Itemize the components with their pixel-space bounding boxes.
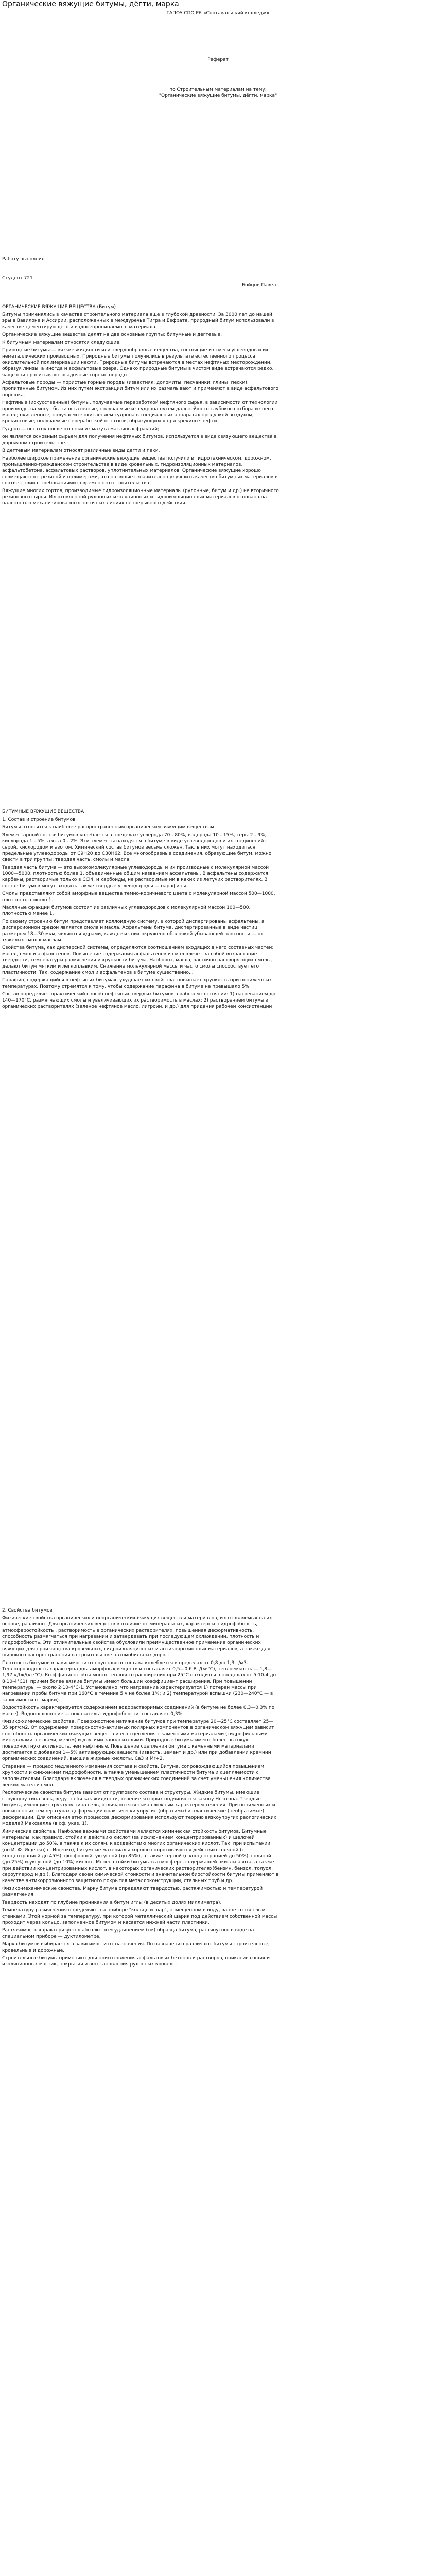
section2-paragraph: Водостойкость характеризуется содержанием водорастворимых соединений (в битуме не более 0,3—0,3% по массе). Водопоглощение — показатель гидрофобности, составляет 0,3%. <box>2 1705 275 1717</box>
section2-paragraph: Физико-химические свойства. Поверхностное натяжение битумов при температуре 20—25°С составляет 25—35 эрг/см2. От содержания поверхностно-активных полярных компонентов в органическом вяжущем зависит способность органических вяжущих веществ и его сцепления с каменными материалами (гидрофильными минералами, песками, мелом) и другими заполнителями. Природные битумы имеют более высокую поверхностную активность, чем нефтяные. Повышение сцепления битума с каменными материалами достигается с добавкой 1—5% активирующих веществ (известь, цемент и др.) или при добавлении кремний органических соединений, высшие жирные кислоты, Ca3 и Mr+2. <box>2 1719 274 1761</box>
section2-paragraph: Физико-механические свойства. Марку битума определяют твердостью, растяжимостью и температурой размягчения. <box>2 1886 263 1897</box>
section2-paragraph: Старение — процесс медленного изменения состава и свойств. Битума, сопровождающийся повышением хрупкости и снижением гидрофобности, а также уменьшением пластичности битума и сцепляемости с заполнителями. Благодаря включения в твердых органических соединений за счет уменьшения количества легких масел и смол. <box>2 1764 271 1788</box>
section2-paragraph: Марка битумов выбирается в зависимости от назначения. По назначению различают битумы строительные, кровельные и дорожные. <box>2 1942 270 1953</box>
section1-subheading: 1. Состав и строение битумов <box>2 817 76 822</box>
section1-paragraph: Смолы представляют собой аморфные вещества темно-коричневого цвета с молекулярной массой 500—1000, плотностью около 1. <box>2 891 275 903</box>
section1-paragraph: Твердая часть битума — это высокомолекулярные углеводороды и их производные с молекулярной массой 1000—5000, плотностью более 1, объединенные общим названием асфальтены. В асфальтены содержатся карбены, растворимые только в CCl4, и карбоиды, не растворимые ни в каких из летучих растворителях. В состав битумов могут входить также твердые углеводороды — парафины. <box>2 865 269 889</box>
referat-label: Реферат <box>207 57 229 62</box>
section2-paragraph: Плотность битумов в зависимости от группового состава колеблется в пределах от 0,8 до 1,3 т/м3. Теплопроводность характерна для аморфных веществ и составляет 0,5—0,6 Вт/(м·°С), теплоемкость — 1,8—1,97 кДж/(кг·°С). Коэффициент объемного теплового расширения при 25°С находится в пределах от 5·10-4 до 8·10-4°С1), причем более вязкие битумы имеют больший коэффициент расширения. При повышении температуры — около 2·10-4°С-1. Установлено, что нагревание характеризуется 1) потерей массы при нагревании пробы битума при 160°С в течение 5 ч не более 1%; и 2) температурой вспышки (230—240°С — в зависимости от марки). <box>2 1660 276 1703</box>
section1 <box>2 809 279 1011</box>
section2-paragraph: Реологические свойства битума зависят от группового состава и структуры. Жидкие битумы, имеющие структуру типа золь, ведут себя как жидкости, течение которых подчиняется закону Ньютона. Твердые битумы, имеющие структуру типа гель, отличаются весьма сложным характером течения. При пониженных и повышенных температурах деформации практически упругие (обратимы) и пластические (необратимые) деформации. Для описания этих процессов деформирования используют теорию вязкоупругих реологических моделей Максвелла (в сф. указ. 1). <box>2 1790 276 1826</box>
intro-paragraph: Вяжущие многих сортов, производимые гидроизоляционные материалы (рулонные, битум и др.) не вторичного резинового сырья. Изготовленной рулонных изоляционных и гидроизоляционных материалов основана на пальностью механизированных поточных линиях непрерывного действия. <box>2 488 279 506</box>
topic-line: "Органические вяжущие битумы, дёгти, марка" <box>159 93 277 98</box>
section2-paragraph: Физические свойства органических и неорганических вяжущих веществ и материалов, изготовляемых на их основе, различны. Для органических веществ в отличие от минеральных, характерны: гидрофобность, атмосферостойкость , растворимость в органических растворителях, повышенная деформативность, способность размягчаться при нагревании и затвердевать при последующем охлаждении, плотность и гидрофобность. Эти отличительные свойства обусловили преимущественное применение органических вяжущих для производства кровельных, гидроизоляционных и антикоррозионных материалов, а также для широкого распространения в строительстве автомобильных дорог. <box>2 1616 272 1658</box>
intro-paragraph: В дегтевым материалам относят различные виды дегти и пеки. <box>2 448 160 453</box>
subject-line: по Строительным материалам на тему: <box>169 87 267 92</box>
student-label: Студент 721 <box>2 276 33 281</box>
section1-paragraph: Состав определяет практический способ нефтяных твердых битумов в рабочем состоянии: 1) нагреванием до 140—170°С, размягчающих смолы и увеличивающих их растворимость в маслах; 2) растворением битума в органических растворителях (зеленое нефтяное масло, лигроин, и др.) для придания рабочей консистенции <box>2 992 276 1009</box>
intro-paragraph: Нефтяные (искусственные) битумы, получаемые переработкой нефтяного сырья, в зависимости от технологии производства могут быть: остаточные, получаемые из гудрона путем дальнейшего глубокого отбора из него масел; окисленные, получаемые окислением гудрона в специальных аппаратах продувкой воздухом; крекинговые, получаемые переработкой остатков, образующихся при крекинге нефти. <box>2 400 278 424</box>
author-name: Бойцов Павел <box>242 283 276 288</box>
section1-heading: БИТУМНЫЕ ВЯЖУЩИЕ ВЕЩЕСТВА <box>2 809 84 815</box>
section2-paragraph: Растяжимость характеризуется абсолютным удлинением (см) образца битума, растянутого в воде на специальном приборе — дуктилометре. <box>2 1928 254 1939</box>
intro-paragraph: К битумным материалам относятся следующие: <box>2 340 121 345</box>
intro-section <box>2 304 279 508</box>
intro-paragraph: Гудрон — остаток после отгонки из мазута масляных фракций; <box>2 427 159 432</box>
section2-paragraph: Температуру размягчения определяют на приборе "кольцо и шар", помещенном в воду, ванне со светлым стенками. Этой нормой за температуру, при которой металлический шарик под действием собственной массы проходит через кольцо, заполненное битумом и касается нижней части пластинки. <box>2 1908 277 1925</box>
section1-paragraph: По своему строению битум представляет коллоидную систему, в которой диспергированы асфальтены, а дисперсионной средой является смола и масла. Асфальтены битума, диспергированные в виде частиц размером 18—30 мкм, являются ядрами, каждое из них окружено оболочкой убывающей плотности — от тяжелых смол к маслам. <box>2 919 265 943</box>
intro-paragraph: Наиболее широкое применение органические вяжущие вещества получили в гидротехническом, дорожном, промышленно-гражданском строительстве в виде кровельных, гидроизоляционных материалов, асфальтобетона, асфальтовых растворов, уплотнительных материалов. Органические вяжущие хорошо совмещаются с резиной и полимерами, что позволяет значительно улучшить качество битумных материалов в соответствии с требованиями современного строительства. <box>2 456 278 486</box>
section2-paragraph: Химические свойства. Наиболее важными свойствами являются химическая стойкость битумов. Битумные материалы, как правило, стойки к действию кислот (за исключением концентрированных) и щелочей концентрации до 50%, а также к их солям, к воздействию многих органических кислот. Так, при испытании (по И. Ф. Ищенко) с. Ищенко), битумные материалы хорошо сопротивляются действию соляной (с концентрацией до 45%), фосфорной, уксусной (до 85%), а также серной (с концентрацией до 50%), соляной (до 25%) и уксусной (до 10%) кислот. Менее стойки битумы в атмосфере, содержащей окислы азота, а также при действии концентрированных кислот, в некоторых органических растворителях(бензин, бензол, толуол, сероуглерод и др.). Благодаря своей химической стойкости и значительной биостойкости битумы применяют в качестве антикоррозионного защитного покрытия металлоконструкций, стальных труб и др. <box>2 1829 279 1884</box>
section2-paragraph: Строительные битумы применяют для приготовления асфальтовых бетонов и растворов, приклеивающих и изоляционных мастик, покрытия и восстановления рулонных кровель. <box>2 1956 270 1967</box>
section2 <box>2 1607 279 1969</box>
section2-paragraph: Твердость находят по глубине проникания в битум иглы (в десятых долях миллиметра). <box>2 1900 222 1905</box>
intro-paragraph: Асфальтовые породы — пористые горные породы (известняк, доломиты, песчаники, глины, пески), пропитанные битумом. Из них путем экстракции битум или их размалывают и применяют в виде асфальтового порошка. <box>2 380 279 398</box>
institution-line: ГАПОУ СПО РК «Сортавальский колледж» <box>166 11 270 16</box>
intro-paragraph: Битумы применялись в качестве строительного материала еще в глубокой древности. За 3000 лет до нашей эры в Вавилоне и Ассирии, расположенных в междуречье Тигра и Евфрата, природный битум использовали в качестве цементирующего и водонепроницаемого материала. <box>2 312 274 330</box>
intro-heading: ОРГАНИЧЕСКИЕ ВЯЖУЩИЕ ВЕЩЕСТВА (Битум) <box>2 304 116 310</box>
author-label: Работу выполнил <box>2 257 45 262</box>
section1-paragraph: Битумы относятся к наиболее распространенным органическим вяжущим веществам. <box>2 825 216 830</box>
section2-heading: 2. Свойства битумов <box>2 1608 53 1613</box>
section1-paragraph: Элементарный состав битумов колеблется в пределах: углерода 70 - 80%, водорода 10 - 15%, серы 2 - 9%, кислорода 1 - 5%, азота 0 - 2%. Эти элементы находятся в битуме в виде углеводородов и их соединений с серой, кислородом и азотом. Химический состав битумов весьма сложен. Так, в них могут находиться предельные углеводороды от C9H20 до C30H62. Все многообразные соединения, образующие битум, можно свести в три группы: твердая часть, смолы и масла. <box>2 833 272 862</box>
intro-paragraph: он является основным сырьем для получения нефтяных битумов, используется в виде связующего вещества в дорожном строительстве. <box>2 434 277 446</box>
section1-paragraph: Масляные фракции битумов состоят из различных углеводородов с молекулярной массой 100—500, плотностью менее 1. <box>2 905 251 917</box>
intro-paragraph: Природные битумы — вязкие жидкости или твердообразные вещества, состоящие из смеси углеводов и их неметаллических производных. Природные битумы получились в результате естественного процесса окислительной полимеризации нефти. Природные битумы встречаются в местах нефтяных месторождений, образуя линзы, а иногда и асфальтовые озера. Однако природные битумы в чистом виде встречаются редко, чаще они пропитывают осадочные горные породы. <box>2 348 274 378</box>
document-title: Органические вяжущие битумы, дёгти, марка <box>2 0 179 8</box>
intro-paragraph: Органические вяжущие вещества делят на две основные группы: битумные и дегтевые. <box>2 332 222 337</box>
section1-paragraph: Свойства битума, как дисперсной системы, определяются соотношением входящих в него составных частей: масел, смол и асфальтенов. Повышение содержания асфальтенов и смол влечет за собой возрастание твердости, температуры размягчения и хрупкости битума. Наоборот, масла, частично растворяющих смолы, делают битум мягким и легкоплавким. Снижение молекулярной массы и часто смолы способствует его пластичности. Так, содержание смол и асфальтенов в битуме существенно... <box>2 945 274 975</box>
section1-paragraph: Парафин, содержащийся в нефтяных битумах, ухудшает их свойства, повышает хрупкость при пониженных температурах. Поэтому стремятся к тому, чтобы содержание парафина в битуме не превышало 5%. <box>2 978 272 989</box>
